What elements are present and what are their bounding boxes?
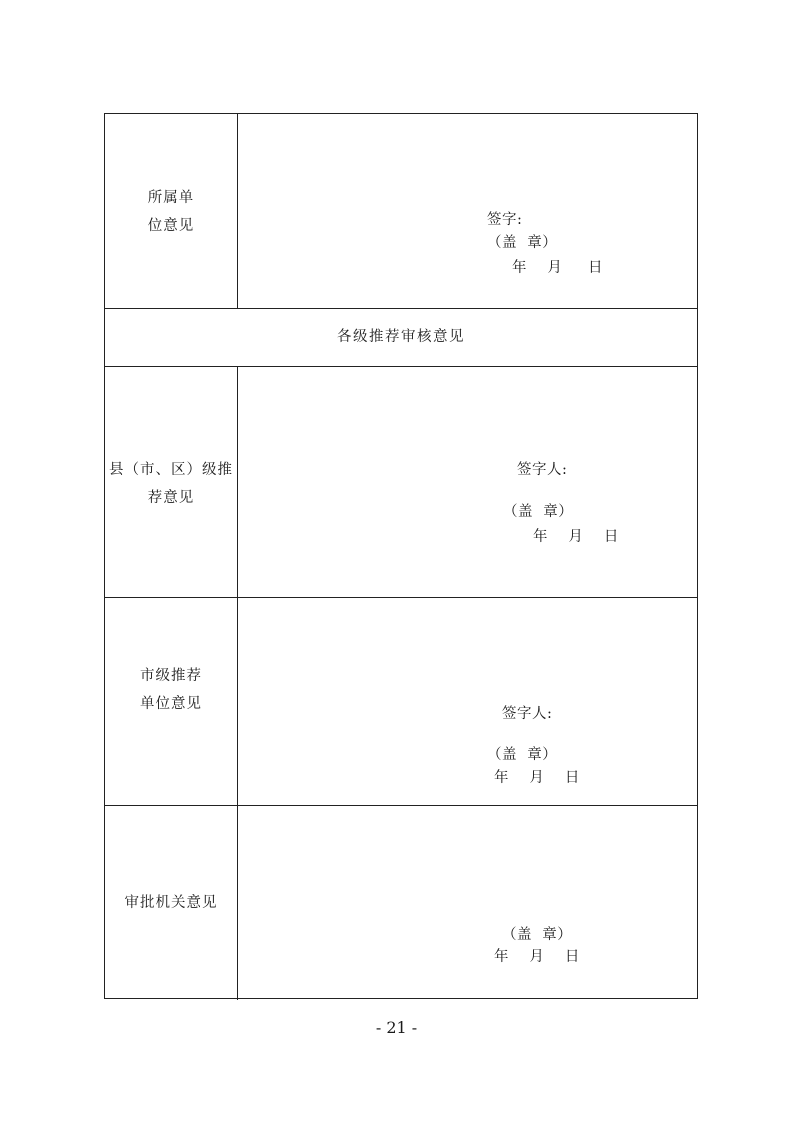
unit-opinion-label-line1: 所属单 — [147, 190, 195, 206]
county-opinion-content-cell[interactable] — [238, 367, 697, 597]
approval-opinion-row — [105, 806, 697, 1000]
unit-opinion-label-line2: 位意见 — [147, 218, 195, 234]
unit-opinion-date: 年 月 日 — [512, 260, 603, 276]
unit-opinion-row — [105, 114, 697, 309]
unit-opinion-seal: （盖 章） — [487, 235, 558, 251]
approval-opinion-content-cell[interactable] — [238, 806, 697, 1000]
county-opinion-label-line2: 荐意见 — [147, 490, 195, 506]
page-number: - 21 - — [375, 1018, 418, 1037]
city-opinion-content-cell[interactable] — [238, 598, 697, 805]
review-header-title: 各级推荐审核意见 — [337, 329, 465, 345]
unit-opinion-content-cell[interactable] — [238, 114, 697, 308]
city-opinion-signature: 签字人: — [502, 706, 553, 722]
opinion-form-table — [104, 113, 698, 999]
county-opinion-row — [105, 367, 697, 598]
city-opinion-seal: （盖 章） — [487, 747, 558, 763]
unit-opinion-label-cell — [105, 114, 238, 308]
county-opinion-signature: 签字人: — [517, 462, 568, 478]
review-header-row — [105, 309, 697, 367]
county-opinion-seal: （盖 章） — [503, 504, 574, 520]
unit-opinion-signature: 签字: — [487, 212, 523, 228]
county-opinion-date: 年 月 日 — [533, 529, 619, 545]
city-opinion-label — [105, 662, 237, 718]
city-opinion-date: 年 月 日 — [494, 770, 580, 786]
county-opinion-label-cell — [105, 367, 238, 597]
approval-opinion-seal: （盖 章） — [502, 927, 573, 943]
approval-opinion-date: 年 月 日 — [494, 949, 580, 965]
city-opinion-label-cell — [105, 598, 238, 805]
approval-opinion-label-text: 审批机关意见 — [124, 895, 218, 911]
city-opinion-label-line2: 单位意见 — [140, 696, 202, 712]
county-opinion-label — [105, 456, 237, 512]
county-opinion-label-line1: 县（市、区）级推 — [109, 462, 233, 478]
city-opinion-label-line1: 市级推荐 — [140, 668, 202, 684]
city-opinion-row — [105, 598, 697, 806]
approval-opinion-label — [105, 889, 237, 917]
approval-opinion-label-cell — [105, 806, 238, 1000]
unit-opinion-label — [105, 184, 237, 240]
